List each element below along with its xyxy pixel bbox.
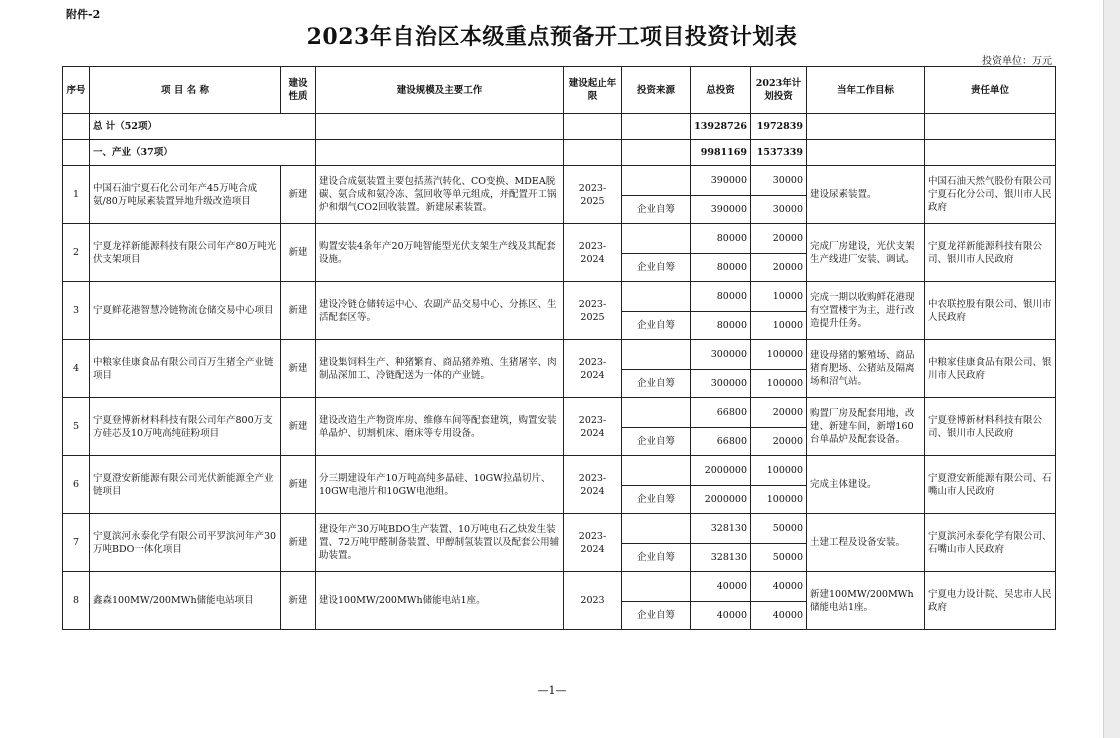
table-row [63, 282, 1056, 312]
header-period: 建设起止年限 [564, 67, 622, 114]
header-source: 投资来源 [622, 67, 691, 114]
header-scope: 建设规模及主要工作 [316, 67, 564, 114]
row-number: 5 [63, 398, 90, 456]
row-number: 8 [63, 572, 90, 630]
plan-investment: 100000 [751, 340, 807, 370]
summary-empty-cell [63, 114, 90, 140]
table-row [63, 166, 1056, 196]
total-investment: 328130 [691, 514, 751, 544]
row-number: 2 [63, 224, 90, 282]
project-name: 中粮家佳康食品有限公司百万生猪全产业链项目 [90, 340, 281, 398]
row-number: 6 [63, 456, 90, 514]
source-empty-cell [622, 572, 691, 602]
plan-investment: 10000 [751, 282, 807, 312]
source-total-investment: 300000 [691, 370, 751, 398]
row-number: 1 [63, 166, 90, 224]
responsible-unit: 中粮家佳康食品有限公司、银川市人民政府 [925, 340, 1056, 398]
table-header-row [63, 67, 1056, 114]
construction-nature: 新建 [281, 282, 316, 340]
row-number: 4 [63, 340, 90, 398]
source-empty-cell [622, 456, 691, 486]
total-investment: 2000000 [691, 456, 751, 486]
construction-scope: 建设100MW/200MWh储能电站1座。 [316, 572, 564, 630]
table-row [63, 514, 1056, 544]
source-plan-investment: 20000 [751, 428, 807, 456]
investment-source: 企业自筹 [622, 428, 691, 456]
summary-empty-cell [564, 140, 622, 166]
table-row [63, 340, 1056, 370]
summary-label: 一、产业（37项） [90, 140, 316, 166]
source-plan-investment: 40000 [751, 602, 807, 630]
responsible-unit: 中农联控股有限公司、银川市人民政府 [925, 282, 1056, 340]
header-goal: 当年工作目标 [807, 67, 925, 114]
summary-plan: 1537339 [751, 140, 807, 166]
row-number: 3 [63, 282, 90, 340]
attachment-label: 附件-2 [66, 8, 101, 21]
construction-period: 2023-2024 [564, 340, 622, 398]
construction-nature: 新建 [281, 514, 316, 572]
summary-empty-cell [316, 140, 564, 166]
source-total-investment: 2000000 [691, 486, 751, 514]
plan-investment: 20000 [751, 398, 807, 428]
investment-source: 企业自筹 [622, 544, 691, 572]
summary-row-industry [63, 140, 1056, 166]
investment-source: 企业自筹 [622, 196, 691, 224]
project-name: 宁夏鲜花港智慧冷链物流仓储交易中心项目 [90, 282, 281, 340]
investment-table [62, 66, 1056, 630]
project-name: 宁夏登博新材料科技有限公司年产800万支方硅芯及10万吨高纯硅粉项目 [90, 398, 281, 456]
header-name: 项 目 名 称 [90, 67, 281, 114]
annual-goal: 完成厂房建设，光伏支架生产线进厂安装、调试。 [807, 224, 925, 282]
page-number: —1— [537, 684, 567, 697]
construction-scope: 建设冷链仓储转运中心、农副产品交易中心、分拣区、生活配套区等。 [316, 282, 564, 340]
source-plan-investment: 100000 [751, 370, 807, 398]
source-empty-cell [622, 514, 691, 544]
construction-period: 2023-2025 [564, 282, 622, 340]
vertical-scrollbar[interactable] [1103, 0, 1120, 738]
unit-label: 投资单位：万元 [982, 56, 1052, 67]
source-total-investment: 328130 [691, 544, 751, 572]
table-row [63, 572, 1056, 602]
summary-empty-cell [622, 114, 691, 140]
construction-scope: 分三期建设年产10万吨高纯多晶硅、10GW拉晶切片、10GW电池片和10GW电池组。 [316, 456, 564, 514]
total-investment: 80000 [691, 282, 751, 312]
investment-source: 企业自筹 [622, 486, 691, 514]
source-empty-cell [622, 166, 691, 196]
construction-period: 2023-2024 [564, 224, 622, 282]
construction-scope: 购置安装4条年产20万吨智能型光伏支架生产线及其配套设施。 [316, 224, 564, 282]
construction-period: 2023-2024 [564, 456, 622, 514]
source-total-investment: 40000 [691, 602, 751, 630]
total-investment: 66800 [691, 398, 751, 428]
annual-goal: 建设尿素装置。 [807, 166, 925, 224]
summary-empty-cell [925, 140, 1056, 166]
summary-total: 13928726 [691, 114, 751, 140]
construction-nature: 新建 [281, 166, 316, 224]
source-total-investment: 66800 [691, 428, 751, 456]
construction-nature: 新建 [281, 340, 316, 398]
investment-source: 企业自筹 [622, 312, 691, 340]
table-row [63, 456, 1056, 486]
summary-empty-cell [63, 140, 90, 166]
header-no: 序号 [63, 67, 90, 114]
source-plan-investment: 10000 [751, 312, 807, 340]
project-name: 宁夏龙祥新能源科技有限公司年产80万吨光伏支架项目 [90, 224, 281, 282]
summary-empty-cell [807, 114, 925, 140]
plan-investment: 100000 [751, 456, 807, 486]
header-plan: 2023年计划投资 [751, 67, 807, 114]
project-name: 宁夏滨河永泰化学有限公司平罗滨河年产30万吨BDO一体化项目 [90, 514, 281, 572]
summary-empty-cell [807, 140, 925, 166]
investment-source: 企业自筹 [622, 254, 691, 282]
annual-goal: 完成一期以收购鲜花港现有空置楼宇为主，进行改造提升任务。 [807, 282, 925, 340]
project-name: 中国石油宁夏石化公司年产45万吨合成氨/80万吨尿素装置异地升级改造项目 [90, 166, 281, 224]
annual-goal: 土建工程及设备安装。 [807, 514, 925, 572]
page-title: 2023年自治区本级重点预备开工项目投资计划表 [306, 24, 798, 50]
source-plan-investment: 30000 [751, 196, 807, 224]
summary-label: 总 计（52项） [90, 114, 316, 140]
plan-investment: 20000 [751, 224, 807, 254]
plan-investment: 30000 [751, 166, 807, 196]
source-total-investment: 390000 [691, 196, 751, 224]
source-total-investment: 80000 [691, 312, 751, 340]
source-total-investment: 80000 [691, 254, 751, 282]
responsible-unit: 中国石油天然气股份有限公司宁夏石化分公司、银川市人民政府 [925, 166, 1056, 224]
header-nature: 建设性质 [281, 67, 316, 114]
source-plan-investment: 50000 [751, 544, 807, 572]
summary-total: 9981169 [691, 140, 751, 166]
project-name: 鑫森100MW/200MWh储能电站项目 [90, 572, 281, 630]
total-investment: 40000 [691, 572, 751, 602]
construction-nature: 新建 [281, 456, 316, 514]
table-row [63, 398, 1056, 428]
responsible-unit: 宁夏澄安新能源有限公司、石嘴山市人民政府 [925, 456, 1056, 514]
construction-period: 2023 [564, 572, 622, 630]
summary-empty-cell [316, 114, 564, 140]
plan-investment: 40000 [751, 572, 807, 602]
source-plan-investment: 100000 [751, 486, 807, 514]
investment-source: 企业自筹 [622, 370, 691, 398]
source-empty-cell [622, 340, 691, 370]
summary-plan: 1972839 [751, 114, 807, 140]
construction-scope: 建设合成氨装置主要包括蒸汽转化、CO变换、MDEA脱碳、氨合成和氨冷冻、氢回收等单元组成，并配置开工锅炉和烟气CO2回收装置。新建尿素装置。 [316, 166, 564, 224]
construction-period: 2023-2025 [564, 166, 622, 224]
construction-scope: 建设改造生产物资库房、维修车间等配套建筑，购置安装单晶炉、切割机床、磨床等专用设备。 [316, 398, 564, 456]
header-total: 总投资 [691, 67, 751, 114]
construction-period: 2023-2024 [564, 514, 622, 572]
construction-scope: 建设年产30万吨BDO生产装置、10万吨电石乙炔发生装置、72万吨甲醛制备装置、甲醇制氢装置以及配套公用辅助装置。 [316, 514, 564, 572]
summary-empty-cell [564, 114, 622, 140]
responsible-unit: 宁夏滨河永泰化学有限公司、石嘴山市人民政府 [925, 514, 1056, 572]
source-empty-cell [622, 282, 691, 312]
total-investment: 80000 [691, 224, 751, 254]
responsible-unit: 宁夏龙祥新能源科技有限公司、银川市人民政府 [925, 224, 1056, 282]
table-row [63, 224, 1056, 254]
source-empty-cell [622, 224, 691, 254]
construction-nature: 新建 [281, 224, 316, 282]
total-investment: 390000 [691, 166, 751, 196]
responsible-unit: 宁夏登博新材料科技有限公司、银川市人民政府 [925, 398, 1056, 456]
responsible-unit: 宁夏电力设计院、吴忠市人民政府 [925, 572, 1056, 630]
header-unit: 责任单位 [925, 67, 1056, 114]
annual-goal: 购置厂房及配套用地，改建、新建车间，新增160台单晶炉及配套设备。 [807, 398, 925, 456]
construction-nature: 新建 [281, 572, 316, 630]
construction-scope: 建设集饲料生产、种猪繁育、商品猪养殖、生猪屠宰、肉制品深加工、冷链配送为一体的产业链。 [316, 340, 564, 398]
summary-empty-cell [925, 114, 1056, 140]
construction-nature: 新建 [281, 398, 316, 456]
annual-goal: 完成主体建设。 [807, 456, 925, 514]
investment-source: 企业自筹 [622, 602, 691, 630]
project-name: 宁夏澄安新能源有限公司光伏新能源全产业链项目 [90, 456, 281, 514]
annual-goal: 新建100MW/200MWh储能电站1座。 [807, 572, 925, 630]
construction-period: 2023-2024 [564, 398, 622, 456]
source-plan-investment: 20000 [751, 254, 807, 282]
total-investment: 300000 [691, 340, 751, 370]
plan-investment: 50000 [751, 514, 807, 544]
summary-empty-cell [622, 140, 691, 166]
annual-goal: 建设母猪的繁殖场、商品猪育肥场、公猪站及隔离场和沼气站。 [807, 340, 925, 398]
row-number: 7 [63, 514, 90, 572]
source-empty-cell [622, 398, 691, 428]
summary-row-total [63, 114, 1056, 140]
